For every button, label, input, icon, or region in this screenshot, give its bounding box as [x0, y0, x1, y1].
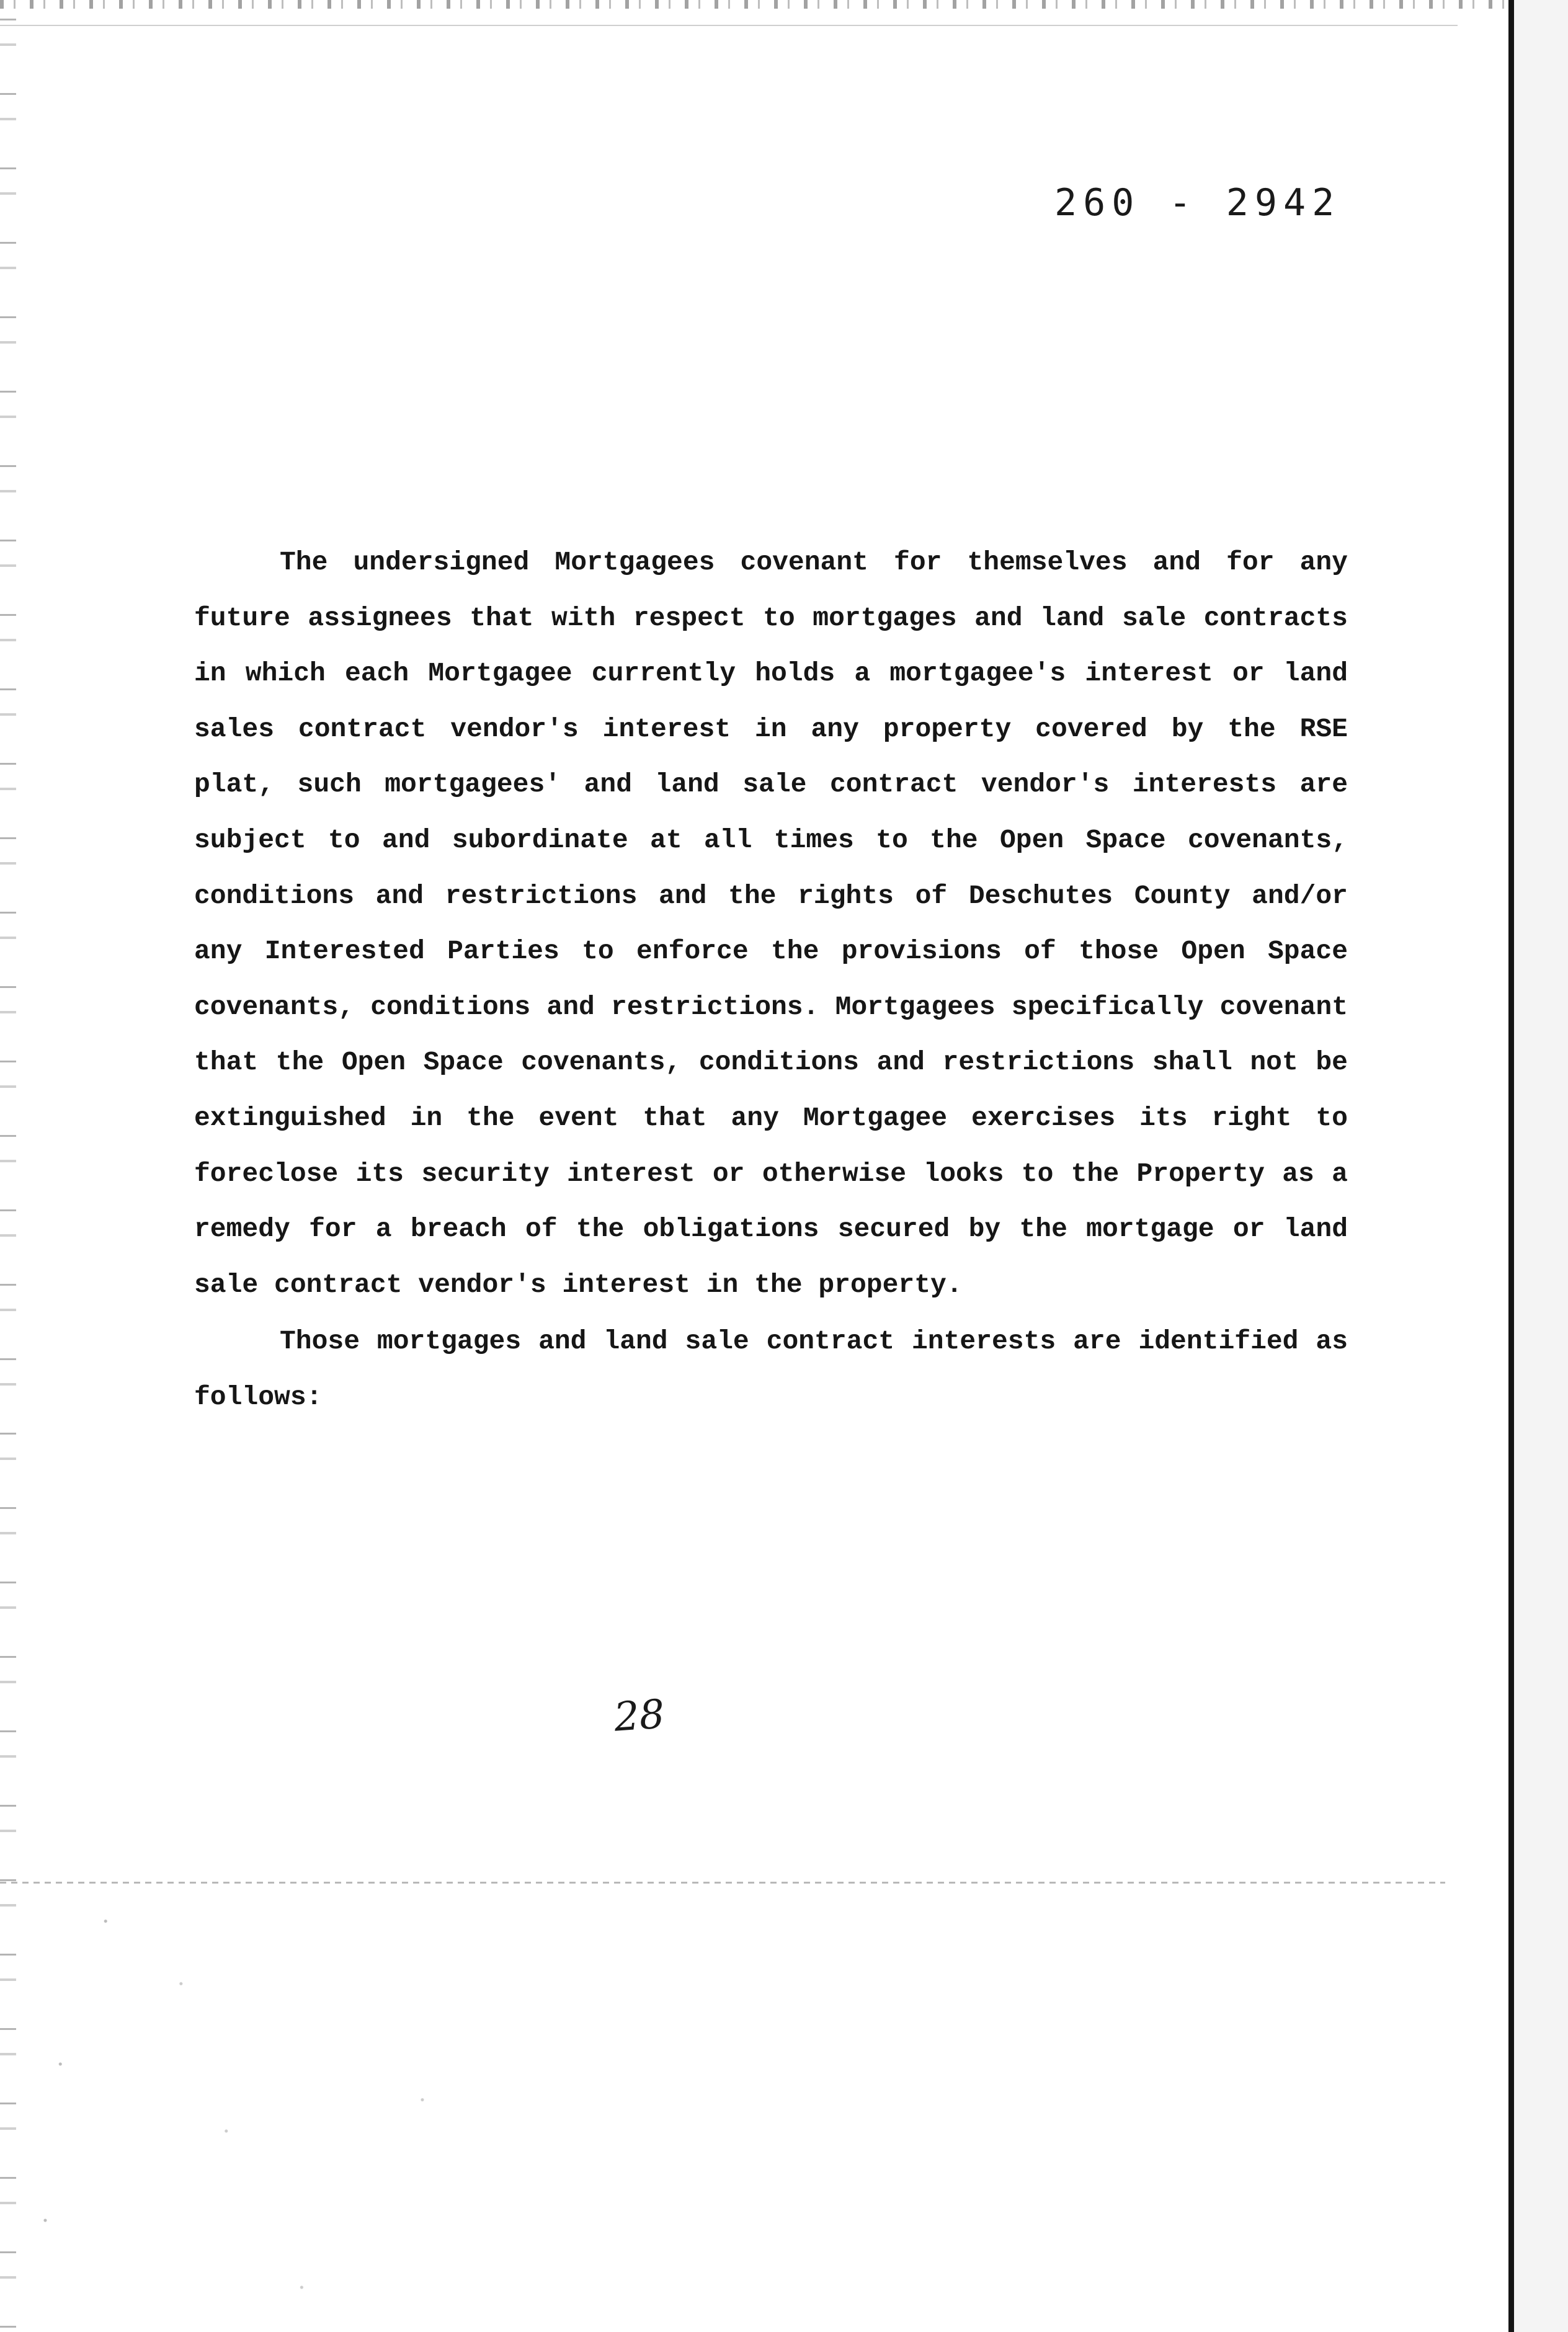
recording-number: 260 - 2942 — [1054, 181, 1341, 225]
document-body — [194, 535, 1348, 1425]
scan-edge-top-line — [0, 25, 1458, 26]
scan-edge-right-bar — [1508, 0, 1514, 2332]
paragraph-identified: Those mortgages and land sale contract interests are identified as follows: — [194, 1326, 1348, 1412]
scan-speckle — [0, 1885, 1508, 2332]
scan-edge-bottom-line — [0, 1882, 1445, 1884]
scan-edge-right-shade — [1514, 0, 1568, 2332]
page-number: 28 — [612, 1691, 666, 1741]
paragraph-covenant: The undersigned Mortgagees covenant for themselves and for any future assignees that with respect to mortgages and land sale contracts in which each Mortgagee currently holds a mortgagee's interest or land sales contract vendor's interest in any property covered by the RSE plat, such mortgagees' and land sale contract vendor's interests are subject to and subordinate at all times to the Open Space covenants, conditions and restrictions and the rights of Deschutes County and/or any Interested Parties to enforce the provisions of those Open Space covenants, conditions and restrictions. Mortgagees specifically covenant that the Open Space covenants, conditions and restrictions shall not be extinguished in the event that any Mortgagee exercises its right to foreclose its security interest or otherwise looks to the Property as a remedy for a breach of the obligations secured by the mortgage or land sale contract vendor's interest in the property. — [194, 547, 1348, 1300]
scan-edge-top — [0, 0, 1513, 9]
